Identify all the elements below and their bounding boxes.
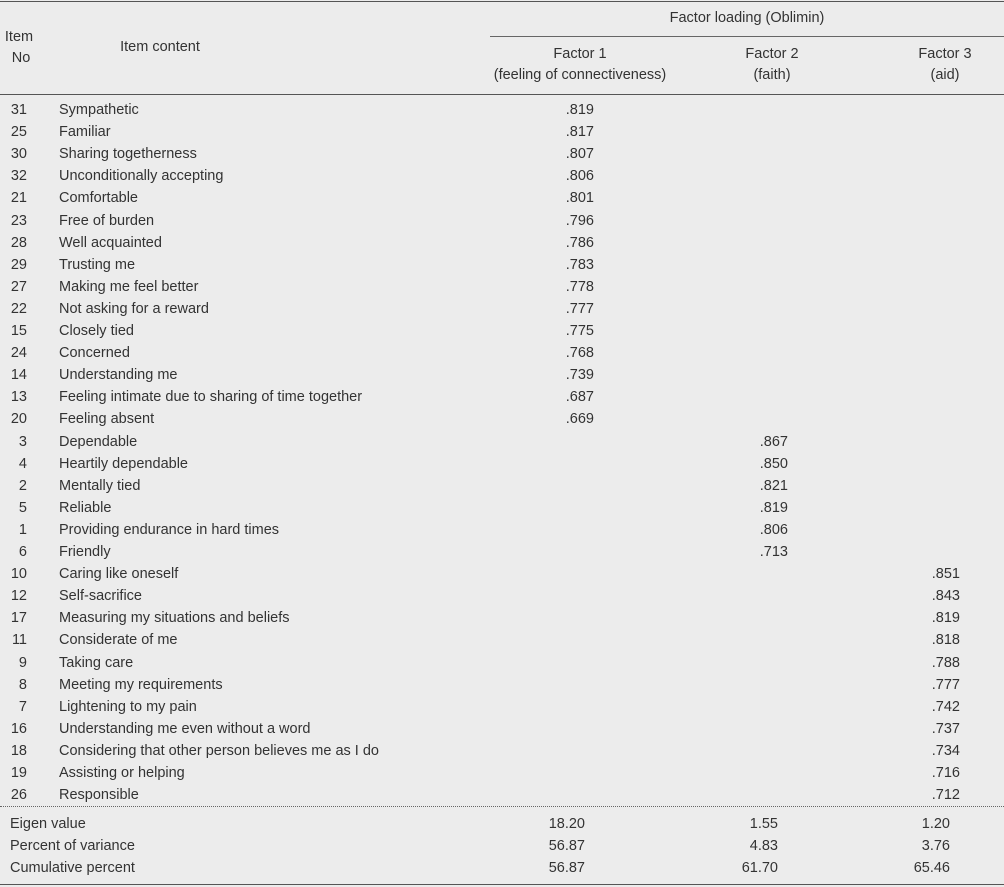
item-content: Comfortable (59, 190, 138, 207)
item-no: 26 (10, 787, 27, 804)
summary-factor1: 18.20 (548, 816, 585, 832)
item-no: 8 (18, 676, 27, 693)
item-content: Closely tied (59, 323, 134, 339)
header-factor1-title: Factor 1 (553, 46, 607, 62)
item-no: 29 (10, 256, 27, 273)
factor3-loading: .777 (931, 676, 960, 693)
factor2-loading: .821 (759, 477, 788, 494)
item-content: Unconditionally accepting (59, 168, 224, 185)
factor3-loading: .712 (931, 787, 960, 804)
item-no: 9 (18, 654, 27, 671)
factor1-loading: .777 (565, 300, 594, 317)
item-content: Familiar (59, 124, 111, 141)
item-content: Lightening to my pain (59, 698, 197, 715)
item-content: Feeling intimate due to sharing of time together (59, 389, 363, 406)
item-content: Making me feel better (59, 278, 199, 295)
top-rule (0, 1, 1004, 2)
item-no: 2 (18, 477, 27, 494)
factor1-loading: .768 (565, 345, 594, 362)
factor3-loading: .843 (931, 588, 960, 605)
factor1-loading: .796 (565, 212, 594, 229)
item-content: Providing endurance in hard times (59, 521, 280, 538)
factor3-loading: .716 (931, 765, 960, 781)
item-no: 21 (10, 190, 27, 207)
header-factor2-subtitle: (faith) (753, 67, 791, 83)
factor1-loading: .817 (565, 124, 594, 141)
factor1-loading: .687 (565, 389, 594, 406)
factor2-loading: .850 (759, 455, 788, 472)
item-no: 24 (10, 345, 27, 362)
item-no: 23 (10, 212, 27, 229)
item-no: 19 (10, 765, 27, 781)
item-no: 15 (10, 323, 27, 339)
item-no: 32 (10, 168, 27, 185)
factor1-loading: .819 (565, 102, 594, 118)
factor1-loading: .806 (565, 168, 594, 185)
item-no: 6 (18, 544, 27, 560)
summary-label: Cumulative percent (10, 860, 135, 876)
item-no: 4 (18, 455, 27, 472)
factor1-loading: .775 (565, 323, 594, 339)
header-factor1-subtitle: (feeling of connectiveness) (493, 67, 667, 83)
item-content: Assisting or helping (59, 765, 185, 781)
item-content: Reliable (59, 499, 112, 516)
factor1-loading: .801 (565, 190, 594, 207)
item-no: 25 (10, 124, 27, 141)
factor1-loading: .783 (565, 256, 594, 273)
factor1-loading: .807 (565, 146, 594, 163)
factor3-loading: .818 (931, 632, 960, 649)
item-no: 7 (18, 698, 27, 715)
item-content: Free of burden (59, 212, 155, 229)
item-no: 10 (10, 566, 27, 583)
item-no: 3 (18, 433, 27, 450)
factor2-loading: .819 (759, 499, 788, 516)
header-group-rule (490, 36, 1004, 37)
item-content: Not asking for a reward (59, 300, 209, 317)
item-content: Concerned (59, 345, 130, 362)
summary-factor1: 56.87 (548, 838, 585, 854)
summary-factor2: 4.83 (749, 838, 778, 854)
header-factor3-title: Factor 3 (918, 46, 972, 62)
factor1-loading: .786 (565, 234, 594, 251)
item-no: 17 (10, 610, 27, 627)
item-content: Considerate of me (59, 632, 178, 649)
item-no: 13 (10, 389, 27, 406)
factor1-loading: .669 (565, 411, 594, 428)
factor3-loading: .734 (931, 742, 960, 759)
item-content: Trusting me (59, 256, 136, 273)
summary-factor2: 61.70 (741, 860, 778, 876)
item-content: Mentally tied (59, 477, 141, 494)
bottom-rule (0, 884, 1004, 885)
item-content: Taking care (59, 654, 134, 671)
item-no: 20 (10, 411, 27, 428)
item-no: 11 (11, 632, 27, 649)
header-bottom-rule (0, 94, 1004, 95)
item-no: 30 (10, 146, 27, 163)
item-content: Well acquainted (59, 234, 162, 251)
summary-factor3: 3.76 (921, 838, 950, 854)
item-no: 1 (18, 521, 27, 538)
header-factor3-subtitle: (aid) (930, 67, 960, 83)
item-content: Responsible (59, 787, 139, 804)
header-factor2-title: Factor 2 (745, 46, 799, 62)
factor3-loading: .742 (931, 698, 960, 715)
item-no: 31 (10, 102, 27, 118)
item-content: Meeting my requirements (59, 676, 223, 693)
item-no: 5 (18, 499, 27, 516)
item-no: 28 (10, 234, 27, 251)
item-no: 18 (10, 742, 27, 759)
item-content: Heartily dependable (59, 455, 188, 472)
factor3-loading: .851 (931, 566, 960, 583)
item-content: Feeling absent (59, 411, 155, 428)
item-content: Friendly (59, 544, 111, 560)
item-no: 16 (10, 720, 27, 737)
factor2-loading: .713 (759, 544, 788, 560)
factor1-loading: .778 (565, 278, 594, 295)
factor3-loading: .737 (931, 720, 960, 737)
header-item-no-line1: Item (4, 29, 34, 45)
factor3-loading: .819 (931, 610, 960, 627)
summary-factor2: 1.55 (749, 816, 778, 832)
item-content: Sympathetic (59, 102, 139, 118)
factor2-loading: .867 (759, 433, 788, 450)
item-no: 12 (10, 588, 27, 605)
item-content: Dependable (59, 433, 138, 450)
summary-factor1: 56.87 (548, 860, 585, 876)
factor1-loading: .739 (565, 367, 594, 384)
factor3-loading: .788 (931, 654, 960, 671)
item-content: Caring like oneself (59, 566, 179, 583)
item-no: 22 (10, 300, 27, 317)
summary-dotted-rule (0, 806, 1004, 807)
item-content: Understanding me (59, 367, 178, 384)
item-no: 27 (10, 278, 27, 295)
summary-factor3: 1.20 (921, 816, 950, 832)
header-factor-loading: Factor loading (Oblimin) (669, 10, 825, 26)
summary-label: Percent of variance (10, 838, 135, 854)
item-no: 14 (10, 367, 27, 384)
summary-factor3: 65.46 (913, 860, 950, 876)
header-item-no-line2: No (11, 50, 31, 66)
item-content: Self-sacrifice (59, 588, 142, 605)
item-content: Considering that other person believes me as I do (59, 742, 379, 759)
factor2-loading: .806 (759, 521, 788, 538)
item-content: Sharing togetherness (59, 146, 197, 163)
header-item-content: Item content (120, 39, 200, 55)
item-content: Measuring my situations and beliefs (59, 610, 290, 627)
item-content: Understanding me even without a word (59, 720, 311, 737)
summary-label: Eigen value (10, 816, 86, 832)
